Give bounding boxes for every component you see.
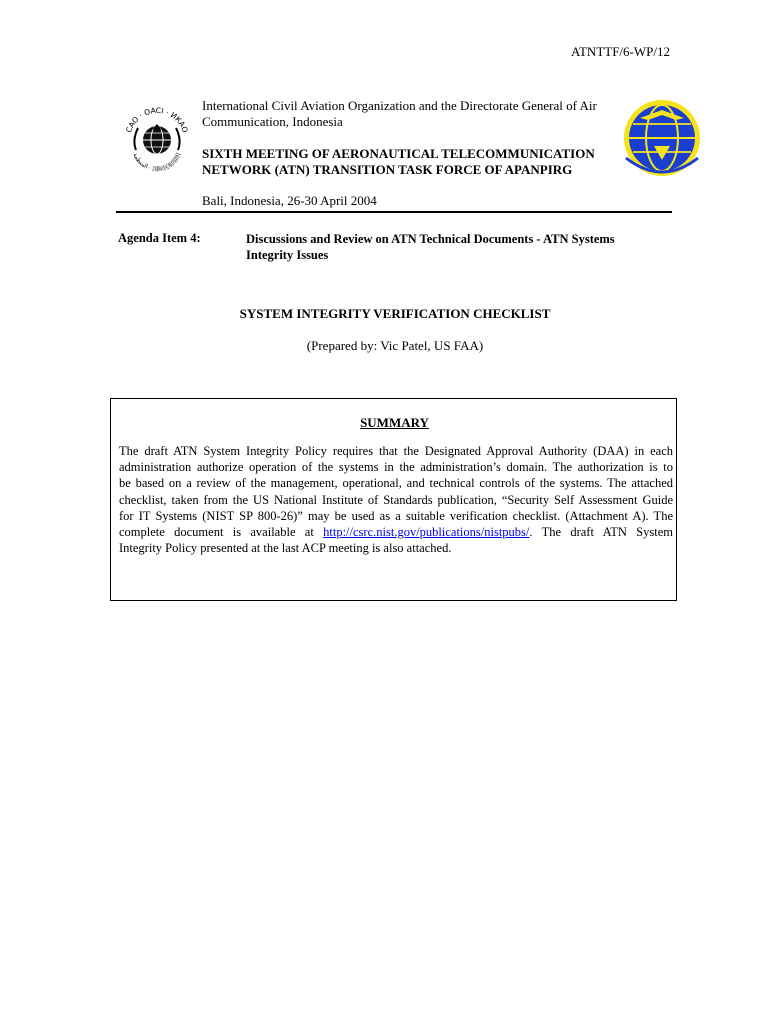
summary-line: be based on a review of the management, operational, and technical controls of the systems. The attached bbox=[119, 476, 673, 491]
icao-logo-text-top: CAO · OACI · ИКАО bbox=[124, 105, 190, 134]
agenda-item-text bbox=[246, 231, 666, 263]
dgac-emblem-icon bbox=[620, 98, 704, 180]
summary-line: for IT Systems (NIST SP 800-26)” may be used as a suitable verification checklist. (Attachment A). The bbox=[119, 508, 673, 523]
agenda-item-line-2: Integrity Issues bbox=[246, 248, 329, 262]
organization-line-1: International Civil Aviation Organization and the Directorate General of Air bbox=[202, 98, 597, 113]
icao-logo-text-bottom: المنظمة · 国际民航组织 bbox=[131, 151, 183, 174]
dgac-indonesia-logo bbox=[620, 98, 704, 180]
summary-line: The draft ATN System Integrity Policy requires that the Designated Approval Authority (DAA) in each bbox=[119, 444, 673, 458]
summary-text bbox=[119, 443, 673, 556]
summary-box bbox=[110, 398, 677, 601]
prepared-by: (Prepared by: Vic Patel, US FAA) bbox=[306, 338, 484, 353]
paper-title: SYSTEM INTEGRITY VERIFICATION CHECKLIST bbox=[239, 306, 551, 321]
header-divider bbox=[116, 211, 672, 213]
meeting-title bbox=[202, 146, 622, 178]
summary-heading: SUMMARY bbox=[360, 415, 429, 430]
icao-emblem-icon bbox=[118, 100, 196, 178]
summary-line: administration authorize operation of the systems in the administration’s domain. The authorization is to bbox=[119, 460, 673, 475]
meeting-title-line-1: SIXTH MEETING OF AERONAUTICAL TELECOMMUNICATION bbox=[202, 146, 595, 161]
document-reference: ATNTTF/6-WP/12 bbox=[571, 44, 670, 59]
agenda-item-line-1: Discussions and Review on ATN Technical Documents - ATN Systems bbox=[246, 232, 615, 246]
agenda-item-label: Agenda Item 4: bbox=[118, 231, 201, 245]
nist-publications-link[interactable]: http://csrc.nist.gov/publications/nistpubs/ bbox=[323, 525, 530, 540]
organization-line-2: Communication, Indonesia bbox=[202, 114, 343, 129]
summary-line: Integrity Policy presented at the last ACP meeting is also attached. bbox=[119, 541, 452, 556]
summary-line-6-start: complete document is available at bbox=[119, 525, 324, 540]
icao-logo bbox=[118, 100, 196, 178]
summary-line-with-link bbox=[119, 524, 673, 540]
meeting-venue-date: Bali, Indonesia, 26-30 April 2004 bbox=[202, 193, 377, 208]
summary-line-6-end: . The draft ATN System bbox=[529, 525, 673, 540]
summary-line: checklist, taken from the US National Institute of Standards publication, “Security Self Assessment Guide bbox=[119, 492, 673, 507]
organization-block bbox=[202, 98, 612, 130]
meeting-title-line-2: NETWORK (ATN) TRANSITION TASK FORCE OF APANPIRG bbox=[202, 162, 573, 177]
